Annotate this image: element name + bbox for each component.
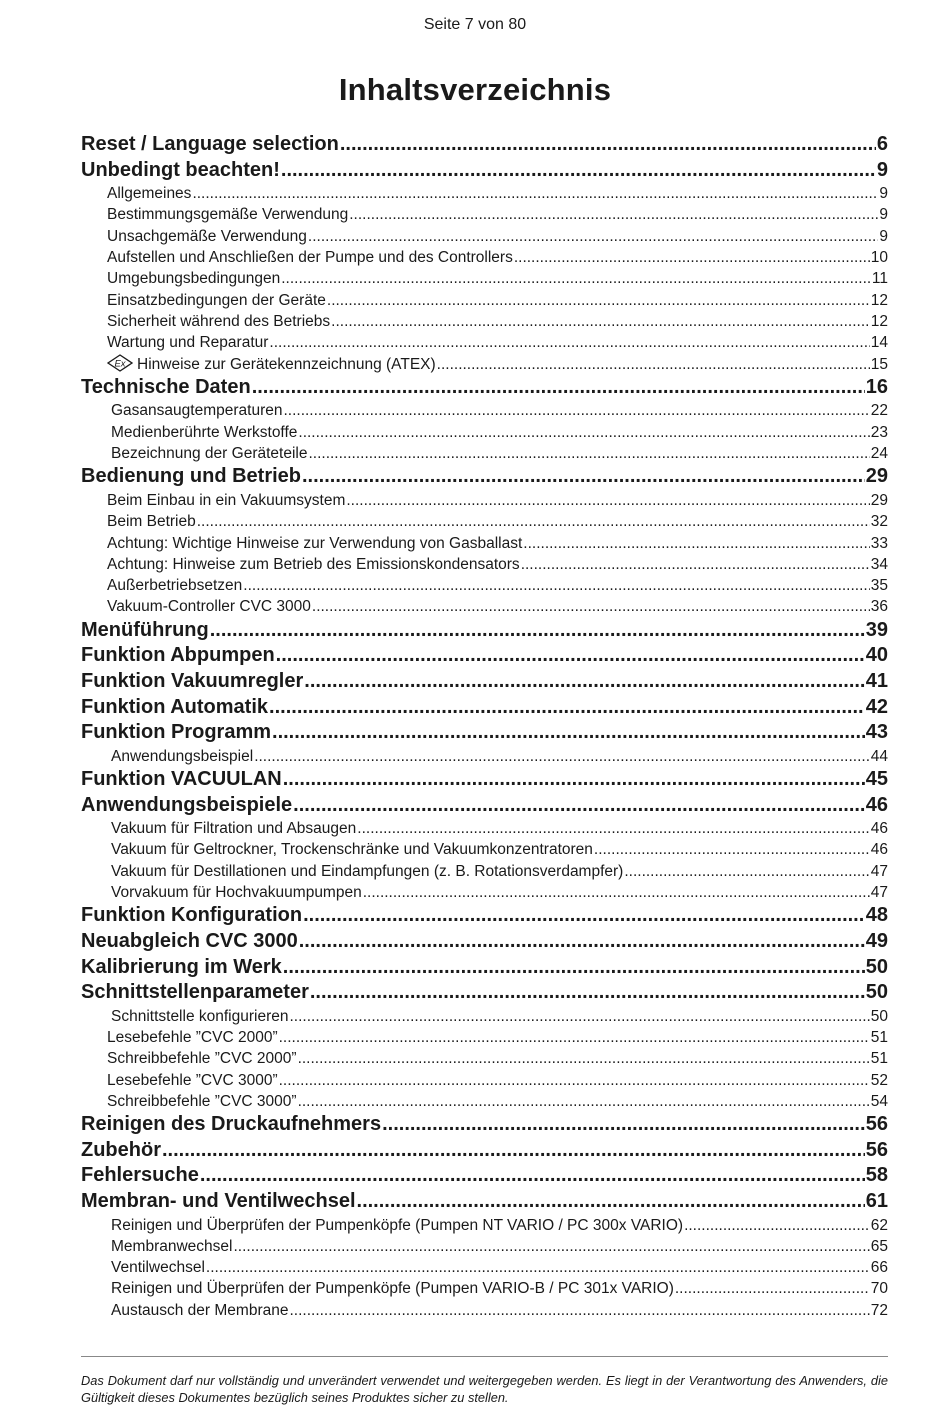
toc-leader-dots: [298, 1048, 870, 1069]
toc-entry-text: Funktion Konfiguration: [81, 904, 303, 927]
toc-leader-dots: [283, 767, 865, 793]
toc-section-entry[interactable]: [81, 575, 888, 596]
toc-section-entry[interactable]: [81, 1215, 888, 1236]
toc-page-number: 16: [865, 375, 888, 398]
toc-entry-label: [111, 861, 623, 882]
toc-section-entry[interactable]: [81, 226, 888, 247]
toc-leader-dots: [346, 490, 869, 511]
toc-page-number: 36: [870, 598, 888, 616]
toc-leader-dots: [293, 793, 865, 819]
toc-entry-text: Technische Daten: [81, 375, 251, 398]
toc-chapter-entry[interactable]: [81, 929, 888, 955]
toc-entry-text: Beim Betrieb: [107, 513, 196, 531]
toc-entry-label: [81, 1163, 199, 1189]
toc-entry-text: Beim Einbau in ein Vakuumsystem: [107, 491, 346, 509]
toc-entry-text: Menüführung: [81, 618, 209, 641]
toc-entry-text: Austausch der Membrane: [111, 1301, 289, 1319]
toc-section-entry[interactable]: [81, 443, 888, 464]
toc-chapter-entry[interactable]: [81, 720, 888, 746]
toc-page-number: 46: [865, 793, 888, 816]
toc-page-number: 72: [870, 1301, 888, 1319]
toc-entry-label: [107, 354, 436, 375]
toc-leader-dots: [302, 464, 865, 490]
toc-entry-label: [111, 1257, 205, 1278]
toc-page-number: 47: [870, 884, 888, 902]
toc-entry-text: Reinigen und Überprüfen der Pumpenköpfe (Pumpen NT VARIO / PC 300x VARIO): [111, 1216, 684, 1234]
toc-entry-label: [107, 596, 311, 617]
toc-entry-label: [81, 980, 309, 1006]
toc-page-number: 42: [865, 695, 888, 718]
toc-page-number: 29: [870, 491, 888, 509]
toc-leader-dots: [523, 533, 869, 554]
toc-entry-text: Gasansaugtemperaturen: [111, 402, 283, 420]
toc-entry-label: [107, 226, 307, 247]
toc-section-entry[interactable]: [81, 818, 888, 839]
toc-page-number: 12: [870, 312, 888, 330]
toc-entry-text: Fehlersuche: [81, 1164, 199, 1187]
toc-entry-text: Lesebefehle ”CVC 3000”: [107, 1071, 278, 1089]
toc-entry-text: Vakuum für Filtration und Absaugen: [111, 820, 357, 838]
toc-page-number: 9: [879, 227, 888, 245]
toc-chapter-entry[interactable]: [81, 643, 888, 669]
toc-leader-dots: [254, 746, 870, 767]
toc-entry-label: [107, 533, 522, 554]
toc-entry-text: Umgebungsbedingungen: [107, 270, 281, 288]
toc-chapter-entry[interactable]: [81, 1112, 888, 1138]
toc-leader-dots: [283, 400, 869, 421]
toc-entry-text: Funktion Vakuumregler: [81, 669, 304, 692]
toc-entry-label: [107, 1048, 297, 1069]
toc-leader-dots: [298, 422, 869, 443]
toc-entry-text: Unsachgemäße Verwendung: [107, 227, 307, 245]
toc-chapter-entry[interactable]: [81, 1189, 888, 1215]
toc-entry-text: Reinigen und Überprüfen der Pumpenköpfe (Pumpen VARIO-B / PC 301x VARIO): [111, 1280, 674, 1298]
toc-chapter-entry[interactable]: [81, 1163, 888, 1189]
toc-entry-label: [81, 767, 282, 793]
toc-chapter-entry[interactable]: [81, 767, 888, 793]
toc-page-number: 39: [865, 618, 888, 641]
toc-entry-text: Vakuum für Geltrockner, Trockenschränke und Vakuumkonzentratoren: [111, 841, 593, 859]
toc-page-number: 58: [865, 1164, 888, 1187]
toc-entry-text: Schnittstelle konfigurieren: [111, 1007, 289, 1025]
toc-entry-label: [107, 575, 242, 596]
toc-entry-text: Achtung: Wichtige Hinweise zur Verwendung von Gasballast: [107, 534, 523, 552]
toc-leader-dots: [514, 247, 870, 268]
toc-leader-dots: [521, 554, 870, 575]
toc-entry-text: Schreibbefehle ”CVC 2000”: [107, 1050, 297, 1068]
toc-section-entry[interactable]: [81, 1048, 888, 1069]
toc-entry-label: [107, 247, 513, 268]
toc-page-number: 23: [870, 423, 888, 441]
toc-chapter-entry[interactable]: [81, 903, 888, 929]
toc-entry-label: [81, 720, 271, 746]
toc-section-entry[interactable]: [81, 422, 888, 443]
toc-page-number: 50: [870, 1007, 888, 1025]
toc-entry-label: [107, 1027, 278, 1048]
toc-leader-dots: [279, 1070, 870, 1091]
toc-entry-label: [81, 903, 302, 929]
toc-page-number: 12: [870, 291, 888, 309]
toc-entry-text: Achtung: Hinweise zum Betrieb des Emissionskondensators: [107, 555, 520, 573]
toc-entry-label: [107, 183, 191, 204]
toc-section-entry[interactable]: [81, 1027, 888, 1048]
toc-page-number: 10: [870, 249, 888, 267]
toc-entry-label: [81, 793, 292, 819]
toc-leader-dots: [200, 1163, 865, 1189]
toc-page-number: 54: [870, 1092, 888, 1110]
toc-entry-label: [107, 554, 520, 575]
toc-section-entry[interactable]: [81, 554, 888, 575]
toc-leader-dots: [308, 443, 869, 464]
toc-page-number: 41: [865, 669, 888, 692]
toc-entry-label: [81, 1189, 356, 1215]
toc-leader-dots: [269, 332, 869, 353]
toc-entry-label: [81, 618, 209, 644]
toc-entry-label: [111, 1278, 674, 1299]
page-title: Inhaltsverzeichnis: [338, 72, 612, 107]
toc-page-number: 35: [870, 577, 888, 595]
toc-entry-text: Anwendungsbeispiele: [81, 793, 293, 816]
toc-section-entry[interactable]: [81, 1278, 888, 1299]
toc-chapter-entry[interactable]: [81, 1138, 888, 1164]
toc-entry-label: [81, 1112, 381, 1138]
toc-entry-text: Funktion Abpumpen: [81, 644, 275, 667]
toc-entry-label: [107, 1070, 278, 1091]
toc-entry-text: Wartung und Reparatur: [107, 334, 269, 352]
toc-page-number: 61: [865, 1190, 888, 1212]
toc-chapter-entry[interactable]: [81, 980, 888, 1006]
toc-chapter-entry[interactable]: [81, 158, 888, 184]
toc-leader-dots: [298, 1091, 870, 1112]
toc-section-entry[interactable]: [81, 311, 888, 332]
toc-leader-dots: [675, 1278, 870, 1299]
ex-icon: [107, 354, 133, 372]
toc-entry-text: Funktion Programm: [81, 721, 272, 744]
toc-entry-label: [111, 839, 593, 860]
toc-entry-label: [111, 443, 307, 464]
toc-page-number: 49: [865, 929, 888, 952]
toc-section-entry[interactable]: [81, 1091, 888, 1112]
toc-entry-text: Einsatzbedingungen der Geräte: [107, 291, 326, 309]
toc-leader-dots: [281, 268, 871, 289]
toc-entry-text: Membran- und Ventilwechsel: [81, 1190, 356, 1212]
toc-page-number: 66: [870, 1259, 888, 1277]
toc-entry-label: [107, 204, 348, 225]
toc-page-number: 9: [879, 185, 888, 203]
toc-page-number: 50: [865, 981, 888, 1004]
toc-section-entry[interactable]: [81, 183, 888, 204]
toc-page-number: 65: [870, 1237, 888, 1255]
toc-entry-text: Schnittstellenparameter: [81, 981, 309, 1004]
toc-section-entry[interactable]: [81, 533, 888, 554]
toc-entry-text: Funktion Automatik: [81, 695, 269, 718]
footer-divider: [81, 1356, 888, 1357]
toc-entry-label: [81, 158, 280, 184]
toc-page-number: 9: [879, 206, 888, 224]
toc-leader-dots: [210, 618, 865, 644]
toc-section-entry[interactable]: [81, 511, 888, 532]
toc-section-entry[interactable]: [81, 596, 888, 617]
toc-page-number: 6: [876, 133, 888, 155]
toc-page-number: 43: [865, 721, 888, 744]
toc-section-entry[interactable]: [81, 400, 888, 421]
toc-leader-dots: [206, 1257, 870, 1278]
toc-chapter-entry[interactable]: [81, 132, 888, 158]
toc-entry-label: [107, 268, 280, 289]
toc-page-number: 40: [865, 644, 888, 667]
toc-page-number: 47: [870, 862, 888, 880]
toc-entry-text: Kalibrierung im Werk: [81, 955, 282, 978]
toc-entry-text: Bezeichnung der Geräteteile: [111, 445, 308, 463]
toc-section-entry[interactable]: [81, 746, 888, 767]
toc-page-number: 50: [865, 955, 888, 978]
toc-page-number: 24: [870, 445, 888, 463]
toc-entry-label: [111, 400, 282, 421]
toc-leader-dots: [272, 720, 865, 746]
toc-section-entry[interactable]: [81, 1236, 888, 1257]
toc-entry-text: Zubehör: [81, 1138, 161, 1161]
toc-entry-label: [107, 490, 345, 511]
toc-chapter-entry[interactable]: [81, 375, 888, 401]
toc-page-number: 46: [870, 820, 888, 838]
toc-leader-dots: [303, 903, 865, 929]
toc-section-entry[interactable]: [81, 1070, 888, 1091]
toc-section-entry[interactable]: [81, 1006, 888, 1027]
toc-entry-label: [81, 643, 275, 669]
toc-entry-text: Reinigen des Druckaufnehmers: [81, 1113, 382, 1136]
toc-entry-text: Hinweise zur Gerätekennzeichnung (ATEX): [137, 355, 436, 373]
toc-leader-dots: [299, 929, 865, 955]
toc-entry-label: [111, 1215, 683, 1236]
toc-entry-text: Lesebefehle ”CVC 2000”: [107, 1029, 278, 1047]
toc-leader-dots: [308, 226, 878, 247]
toc-entry-label: [81, 669, 303, 695]
toc-section-entry[interactable]: [81, 247, 888, 268]
toc-leader-dots: [162, 1138, 865, 1164]
toc-page-number: 48: [865, 904, 888, 927]
toc-leader-dots: [252, 375, 865, 401]
toc-entry-label: [107, 311, 330, 332]
toc-leader-dots: [382, 1112, 865, 1138]
toc-leader-dots: [331, 311, 870, 332]
toc-chapter-entry[interactable]: [81, 695, 888, 721]
toc-entry-text: Reset / Language selection: [81, 133, 339, 155]
toc-entry-label: [111, 422, 297, 443]
toc-entry-text: Ventilwechsel: [111, 1259, 205, 1277]
toc-section-entry[interactable]: [81, 1300, 888, 1321]
toc-page-number: 9: [876, 158, 888, 181]
toc-section-entry[interactable]: [81, 204, 888, 225]
toc-chapter-entry[interactable]: [81, 464, 888, 490]
toc-entry-label: [107, 290, 326, 311]
toc-leader-dots: [289, 1300, 869, 1321]
toc-chapter-entry[interactable]: [81, 955, 888, 981]
toc-entry-text: Allgemeines: [107, 185, 192, 203]
toc-page-number: 51: [870, 1029, 888, 1047]
svg-text:Ex: Ex: [114, 358, 126, 370]
toc-chapter-entry[interactable]: [81, 618, 888, 644]
toc-section-entry[interactable]: [81, 839, 888, 860]
toc-leader-dots: [624, 861, 869, 882]
toc-entry-text: Außerbetriebsetzen: [107, 577, 243, 595]
toc-leader-dots: [233, 1236, 869, 1257]
toc-leader-dots: [357, 1189, 865, 1215]
toc-leader-dots: [594, 839, 870, 860]
toc-leader-dots: [269, 695, 865, 721]
toc-section-entry[interactable]: [81, 861, 888, 882]
toc-page-number: 56: [865, 1113, 888, 1136]
toc-entry-label: [81, 464, 301, 490]
toc-entry-text: Membranwechsel: [111, 1237, 233, 1255]
toc-section-entry[interactable]: [81, 332, 888, 353]
toc-entry-label: [81, 929, 298, 955]
toc-page-number: 32: [870, 513, 888, 531]
toc-page-number: 62: [870, 1216, 888, 1234]
toc-page-number: 33: [870, 534, 888, 552]
toc-page-number: 52: [870, 1071, 888, 1089]
toc-entry-label: [81, 1138, 161, 1164]
toc-leader-dots: [279, 1027, 870, 1048]
toc-entry-label: [111, 818, 356, 839]
toc-entry-label: [81, 132, 339, 158]
toc-entry-label: [111, 1006, 289, 1027]
toc-entry-text: Unbedingt beachten!: [81, 158, 280, 181]
toc-leader-dots: [363, 882, 870, 903]
footer-disclaimer: Das Dokument darf nur vollständig und unverändert verwendet und weitergegeben werden. Es liegt in der Verantwortung des Anwenders, die Gültigkeit dieses Dokumentes bezüglich seines Produktes sicher zu stellen.: [81, 1373, 888, 1405]
toc-leader-dots: [192, 183, 878, 204]
toc-leader-dots: [276, 643, 865, 669]
toc-leader-dots: [283, 955, 865, 981]
toc-page-number: 45: [865, 767, 888, 790]
toc-leader-dots: [349, 204, 878, 225]
toc-entry-text: Aufstellen und Anschließen der Pumpe und des Controllers: [107, 249, 513, 267]
toc-leader-dots: [312, 596, 870, 617]
toc-entry-text: Sicherheit während des Betriebs: [107, 312, 331, 330]
table-of-contents: [81, 132, 888, 1321]
toc-page-number: 22: [870, 402, 888, 420]
toc-page-number: 51: [870, 1050, 888, 1068]
toc-leader-dots: [340, 132, 876, 158]
toc-section-entry[interactable]: [81, 1257, 888, 1278]
toc-page-number: 34: [870, 555, 888, 573]
toc-entry-label: [81, 375, 251, 401]
toc-page-number: 29: [865, 465, 888, 488]
toc-leader-dots: [197, 511, 870, 532]
toc-entry-label: [81, 695, 268, 721]
toc-leader-dots: [310, 980, 865, 1006]
toc-page-number: 70: [870, 1280, 888, 1298]
toc-leader-dots: [243, 575, 869, 596]
toc-entry-text: Bedienung und Betrieb: [81, 465, 301, 488]
toc-entry-text: Vorvakuum für Hochvakuumpumpen: [111, 884, 362, 902]
toc-section-entry[interactable]: [81, 490, 888, 511]
toc-page-number: 11: [871, 270, 888, 288]
toc-entry-text: Anwendungsbeispiel: [111, 747, 254, 765]
toc-leader-dots: [290, 1006, 870, 1027]
toc-entry-label: [107, 1091, 297, 1112]
toc-page-number: 15: [870, 355, 888, 373]
toc-section-entry[interactable]: [81, 290, 888, 311]
toc-leader-dots: [281, 158, 876, 184]
toc-section-entry[interactable]: [81, 268, 888, 289]
toc-entry-label: [111, 882, 362, 903]
toc-entry-label: [107, 511, 196, 532]
toc-chapter-entry[interactable]: [81, 793, 888, 819]
toc-leader-dots: [684, 1215, 870, 1236]
toc-chapter-entry[interactable]: [81, 669, 888, 695]
toc-entry-label: [111, 746, 253, 767]
toc-entry-label: [81, 955, 282, 981]
toc-entry-text: Neuabgleich CVC 3000: [81, 929, 298, 952]
toc-entry-label: [111, 1236, 232, 1257]
toc-page-number: 44: [870, 747, 888, 765]
toc-section-entry[interactable]: [81, 354, 888, 375]
toc-entry-text: Bestimmungsgemäße Verwendung: [107, 206, 349, 224]
toc-page-number: 14: [870, 334, 888, 352]
toc-leader-dots: [327, 290, 870, 311]
toc-section-entry[interactable]: [81, 882, 888, 903]
toc-entry-text: Funktion VACUULAN: [81, 767, 282, 790]
toc-leader-dots: [304, 669, 864, 695]
toc-entry-text: Vakuum für Destillationen und Eindampfungen (z. B. Rotationsverdampfer): [111, 862, 624, 880]
toc-entry-text: Schreibbefehle ”CVC 3000”: [107, 1092, 297, 1110]
toc-page-number: 56: [865, 1138, 888, 1161]
toc-entry-label: [111, 1300, 288, 1321]
toc-entry-label: [107, 332, 268, 353]
toc-page-number: 46: [870, 841, 888, 859]
toc-entry-text: Medienberührte Werkstoffe: [111, 423, 298, 441]
toc-entry-text: Vakuum-Controller CVC 3000: [107, 598, 311, 616]
page-number-header: Seite 7 von 80: [423, 16, 527, 33]
toc-leader-dots: [437, 354, 870, 375]
toc-leader-dots: [357, 818, 869, 839]
